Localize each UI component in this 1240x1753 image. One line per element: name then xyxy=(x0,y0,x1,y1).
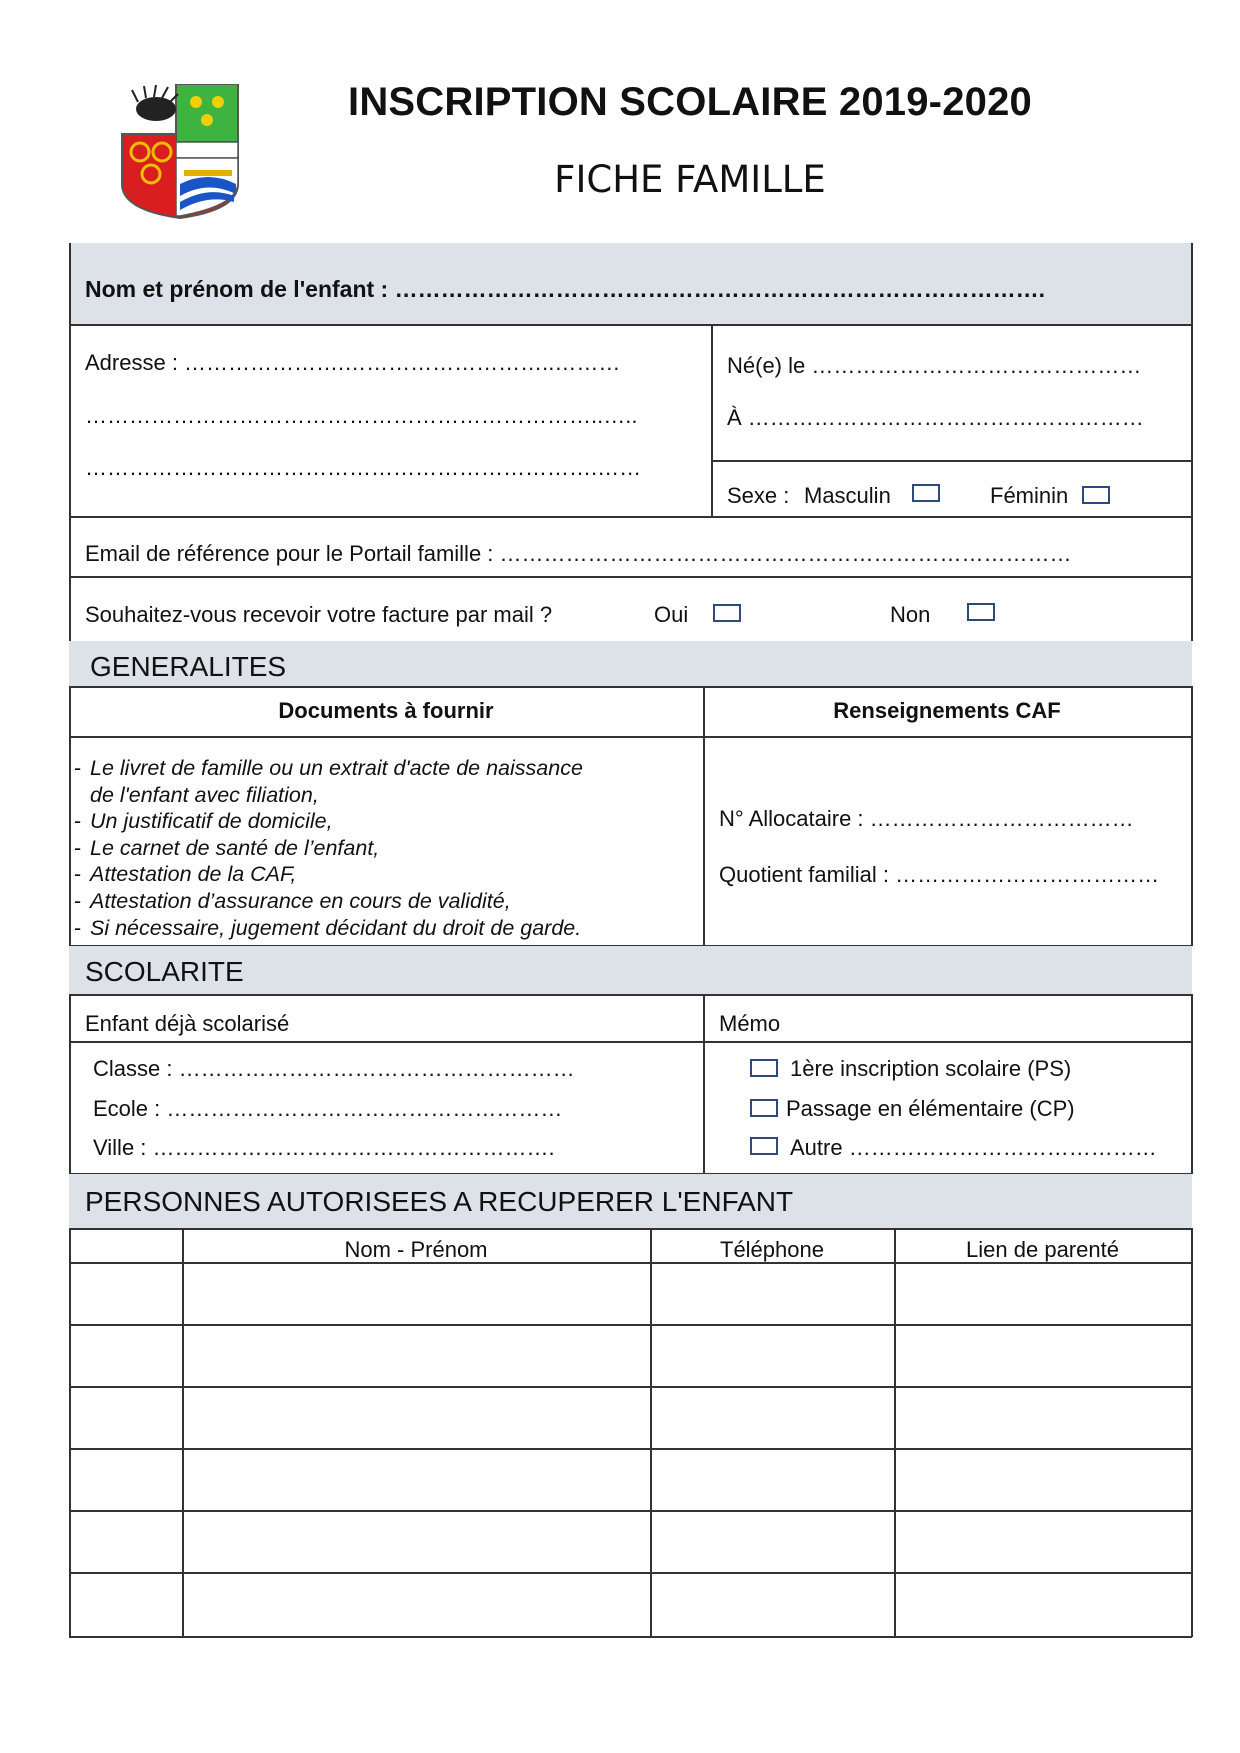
table-row[interactable] xyxy=(70,1263,1191,1324)
invoice-yes-label: Oui xyxy=(654,602,689,627)
document-item: - Attestation de la CAF, xyxy=(74,862,297,887)
column-header-phone: Téléphone xyxy=(720,1237,824,1262)
document-item: - Un justificatif de domicile, xyxy=(74,809,333,834)
table-row[interactable] xyxy=(70,1387,1191,1448)
document-subtitle: FICHE FAMILLE xyxy=(554,158,826,201)
column-header-relationship: Lien de parenté xyxy=(966,1237,1119,1262)
school-field[interactable]: Ecole : ……………………………………………… xyxy=(93,1096,563,1121)
email-field[interactable]: Email de référence pour le Portail famille : …………………………………………………………………… xyxy=(85,541,1072,566)
documents-header: Documents à fournir xyxy=(278,698,494,723)
memo-elementary-label: Passage en élémentaire (CP) xyxy=(786,1096,1075,1121)
address-field-line-1[interactable]: Adresse : ………………….………………………..……… xyxy=(85,350,621,375)
pickup-title: PERSONNES AUTORISEES A RECUPERER L'ENFANT xyxy=(85,1186,794,1217)
generalites-title: GENERALITES xyxy=(90,651,287,682)
memo-label: Mémo xyxy=(719,1011,781,1036)
class-field[interactable]: Classe : ……………………………………………… xyxy=(93,1056,575,1081)
address-field-line-3[interactable]: …………………………………………………………….…… xyxy=(85,455,642,480)
invoice-no-checkbox[interactable] xyxy=(967,603,995,621)
allocataire-field[interactable]: N° Allocataire : ……………………………… xyxy=(719,806,1134,831)
sex-male-label: Masculin xyxy=(804,483,891,508)
memo-first-enrollment-label: 1ère inscription scolaire (PS) xyxy=(790,1056,1072,1081)
invoice-yes-checkbox[interactable] xyxy=(713,604,741,622)
sex-female-checkbox[interactable] xyxy=(1082,486,1110,504)
coat-of-arms-logo xyxy=(118,84,243,220)
document-item: - Si nécessaire, jugement décidant du droit de garde. xyxy=(74,915,582,940)
scolarite-title: SCOLARITE xyxy=(85,956,244,987)
already-schooled-label: Enfant déjà scolarisé xyxy=(85,1011,290,1036)
document-item: - Le carnet de santé de l’enfant, xyxy=(74,835,380,860)
quotient-field[interactable]: Quotient familial : ……………………………… xyxy=(719,862,1160,887)
table-row[interactable] xyxy=(70,1511,1191,1572)
documents-list xyxy=(74,755,583,941)
memo-other-field[interactable]: Autre …………………………………… xyxy=(790,1135,1157,1160)
child-name-field[interactable]: Nom et prénom de l'enfant : …………………………………………………………………………. xyxy=(85,276,1045,302)
table-row[interactable] xyxy=(70,1449,1191,1510)
memo-first-enrollment-checkbox[interactable] xyxy=(750,1059,778,1077)
invoice-question: Souhaitez-vous recevoir votre facture par mail ? xyxy=(85,602,553,627)
birth-place-field[interactable]: À ……………………………………………… xyxy=(727,405,1144,430)
caf-header: Renseignements CAF xyxy=(833,698,1061,723)
sex-male-checkbox[interactable] xyxy=(912,484,940,502)
document-item: - Le livret de famille ou un extrait d'acte de naissance xyxy=(74,756,583,780)
table-row[interactable] xyxy=(70,1325,1191,1386)
document-title: INSCRIPTION SCOLAIRE 2019-2020 xyxy=(348,80,1032,124)
memo-other-checkbox[interactable] xyxy=(750,1137,778,1155)
sex-female-label: Féminin xyxy=(990,483,1069,508)
document-item: de l'enfant avec filiation, xyxy=(90,782,319,807)
sex-label: Sexe : xyxy=(727,483,790,508)
column-header-name: Nom - Prénom xyxy=(344,1237,488,1262)
table-row[interactable] xyxy=(70,1573,1191,1636)
birth-date-field[interactable]: Né(e) le ……………………………………… xyxy=(727,353,1142,378)
city-field[interactable]: Ville : ………………………………………………. xyxy=(93,1135,555,1160)
document-item: - Attestation d’assurance en cours de validité, xyxy=(74,888,511,913)
address-field-line-2[interactable]: ……………………………………………………………..….. xyxy=(85,403,638,428)
invoice-no-label: Non xyxy=(890,602,931,627)
memo-elementary-checkbox[interactable] xyxy=(750,1099,778,1117)
